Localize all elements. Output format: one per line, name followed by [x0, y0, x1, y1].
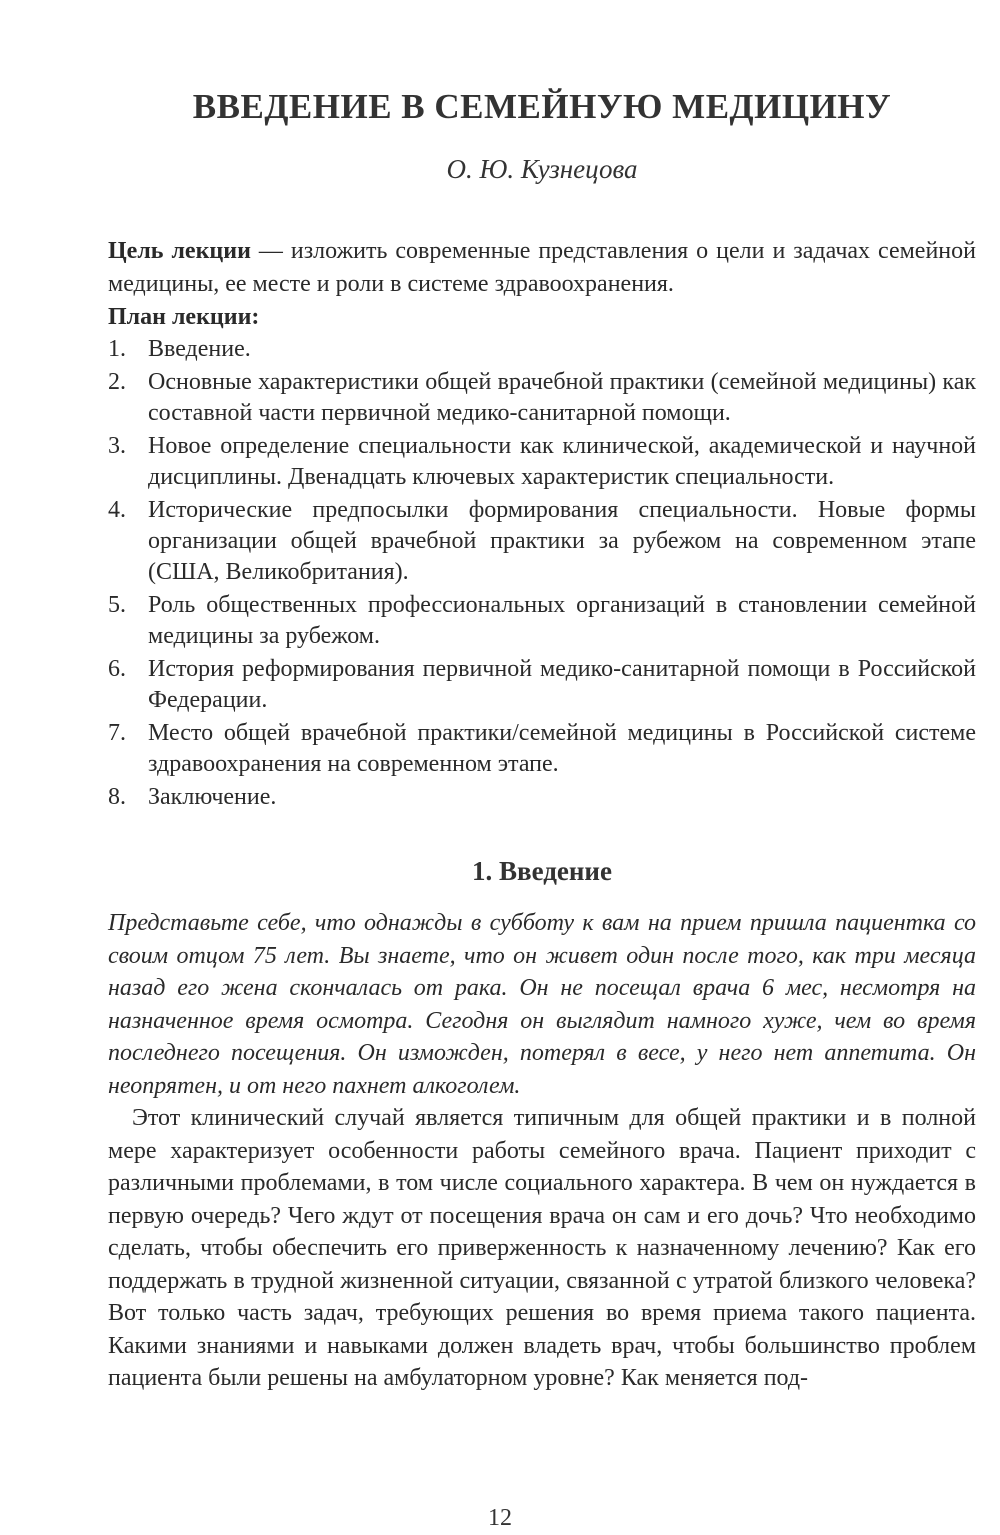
section-title: 1. Введение	[472, 856, 612, 886]
plan-item-text: Новое определение специальности как клинической, академической и научной дисциплины. Двенадцать ключевых характеристик специальности.	[148, 433, 976, 490]
plan-item-text: Заключение.	[148, 784, 277, 810]
lecture-goal	[108, 235, 976, 301]
lecture-goal-label: Цель лекции	[108, 238, 251, 264]
clinical-case-text: Представьте себе, что однажды в субботу к вам на прием пришла пациентка со своим отцом 75 лет. Вы знаете, что он живет один после того, как три месяца назад его жена скончалась от рака. Он не посещал врача 6 мес, несмотря на назначенное время осмотра. Сегодня он выглядит намного хуже, чем во время последнего посещения. Он изможден, потерял в весе, у него нет аппетита. Он неопрятен, и от него пахнет алкоголем.	[108, 910, 976, 1099]
lecture-goal-text: — изложить современные представления о цели и задачах семейной медицины, ее месте и роли в системе здравоохранения.	[108, 238, 976, 297]
plan-item-text: Место общей врачебной практики/семейной медицины в Российской системе здравоохранения на современном этапе.	[148, 720, 976, 777]
plan-item-text: Роль общественных профессиональных организаций в становлении семейной медицины за рубежом.	[148, 592, 976, 649]
page-title: ВВЕДЕНИЕ В СЕМЕЙНУЮ МЕДИЦИНУ	[192, 87, 892, 126]
plan-item	[108, 334, 976, 365]
plan-item-text: Исторические предпосылки формирования специальности. Новые формы организации общей врачебной практики за рубежом на современном этапе (США, Великобритания).	[148, 497, 976, 585]
plan-item-number: 4.	[108, 497, 126, 523]
plan-item	[108, 367, 976, 429]
plan-item-number: 1.	[108, 336, 126, 362]
plan-item	[108, 782, 976, 813]
plan-item-number: 5.	[108, 592, 126, 618]
page-number: 12	[488, 1505, 512, 1531]
plan-item	[108, 495, 976, 588]
plan-item	[108, 431, 976, 493]
plan-item-number: 6.	[108, 656, 126, 682]
plan-item-number: 2.	[108, 369, 126, 395]
body-paragraph: Этот клинический случай является типичным для общей практики и в полной мере характеризует особенности работы семейного врача. Пациент приходит с различными проблемами, в том числе социального характера. В чем он нуждается в первую очередь? Чего ждут от посещения врача он сам и его дочь? Что необходимо сделать, чтобы обеспечить его приверженность к назначенному лечению? Как его поддержать в трудной жизненной ситуации, связанной с утратой близкого человека? Вот только часть задач, требующих решения во время приема такого пациента. Какими знаниями и навыками должен владеть врач, чтобы большинство проблем пациента были решены на амбулаторном уровне? Как меняется под-	[108, 1105, 976, 1391]
plan-item-number: 7.	[108, 720, 126, 746]
page-content	[108, 85, 976, 1395]
author: О. Ю. Кузнецова	[446, 154, 638, 184]
plan-item-text: Введение.	[148, 336, 251, 362]
plan-item-number: 3.	[108, 433, 126, 459]
plan-item	[108, 590, 976, 652]
plan-item-text: Основные характеристики общей врачебной практики (семейной медицины) как составной части первичной медико-санитарной помощи.	[148, 369, 976, 426]
plan-list	[108, 334, 976, 813]
plan-title: План лекции:	[108, 304, 260, 330]
plan-item-text: История реформирования первичной медико-санитарной помощи в Российской Федерации.	[148, 656, 976, 713]
plan-item-number: 8.	[108, 784, 126, 810]
plan-item	[108, 718, 976, 780]
plan-item	[108, 654, 976, 716]
